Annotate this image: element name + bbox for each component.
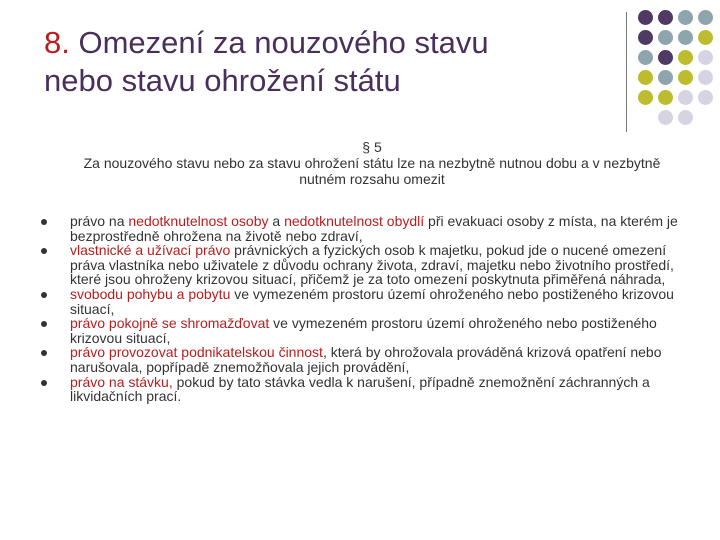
dot: [638, 70, 653, 85]
intro-text: Za nouzového stavu nebo za stavu ohrožení státu lze na nezbytně nutnou dobu a v nezbytně nutném rozsahu omezit: [83, 155, 661, 187]
list-item: právo na nedotknutelnost osoby a nedotknutelnost obydlí při evakuaci osoby z místa, na kterém je bezprostředně ohrožena na životě nebo zdraví,: [38, 214, 688, 243]
bullet-icon: [41, 292, 47, 298]
list-item: svobodu pohybu a pobytu ve vymezeném prostoru území ohroženého nebo postiženého krizovou situací,: [38, 287, 688, 316]
dot: [658, 50, 673, 65]
bullet-icon: [41, 380, 47, 386]
list-item: vlastnické a užívací právo právnických a fyzických osob k majetku, pokud jde o nucené omezení práva vlastníka nebo uživatele z důvodu ochrany života, zdraví, majetku nebo životního prostředí, které jsou ohroženy krizovou situací, přičemž je za toto omezení poskytnuta přiměřená náhrada,: [38, 243, 688, 287]
dot: [678, 70, 693, 85]
slide-number: 8.: [44, 25, 70, 60]
dot: [698, 90, 713, 105]
dot: [678, 50, 693, 65]
highlight-text: právo provozovat podnikatelskou činnost: [70, 344, 323, 361]
dot: [658, 10, 673, 25]
bullet-icon: [41, 321, 47, 327]
slide-title: [44, 24, 604, 100]
dot: [638, 10, 653, 25]
dot: [678, 30, 693, 45]
dot: [698, 10, 713, 25]
intro-block: [60, 139, 684, 187]
highlight-text: právo pokojně se shromažďovat: [70, 315, 270, 332]
dot: [658, 110, 673, 125]
dot: [658, 90, 673, 105]
highlight-text: svobodu pohybu a pobytu: [70, 285, 231, 302]
dot: [698, 50, 713, 65]
dot: [658, 30, 673, 45]
dot: [638, 30, 653, 45]
highlight-text: nedotknutelnost osoby: [128, 213, 269, 229]
highlight-text: nedotknutelnost obydlí: [284, 213, 425, 229]
bullet-icon: [41, 248, 47, 254]
dot: [678, 90, 693, 105]
section-number: § 5: [362, 139, 382, 155]
title-line-2: nebo stavu ohrožení státu: [44, 63, 401, 98]
dot: [638, 50, 653, 65]
list-item: právo na stávku, pokud by tato stávka vedla k narušení, případně znemožnění záchranných a likvidačních prací.: [38, 375, 688, 404]
dot: [658, 70, 673, 85]
highlight-text: právo na stávku,: [70, 373, 173, 390]
bullet-icon: [41, 350, 47, 356]
dot: [678, 10, 693, 25]
decorative-divider: [626, 12, 627, 132]
dot: [638, 90, 653, 105]
restrictions-list: [38, 214, 688, 404]
highlight-text: vlastnické a užívací právo: [70, 242, 231, 259]
dot: [698, 70, 713, 85]
bullet-icon: [41, 219, 47, 225]
list-item: právo provozovat podnikatelskou činnost, která by ohrožovala prováděná krizová opatření nebo narušovala, popřípadě znemožňovala jejich provádění,: [38, 345, 688, 374]
dot: [678, 110, 693, 125]
title-line-1: Omezení za nouzového stavu: [78, 25, 489, 60]
dot: [698, 30, 713, 45]
list-item: právo pokojně se shromažďovat ve vymezeném prostoru území ohroženého nebo postiženého krizovou situací,: [38, 316, 688, 345]
